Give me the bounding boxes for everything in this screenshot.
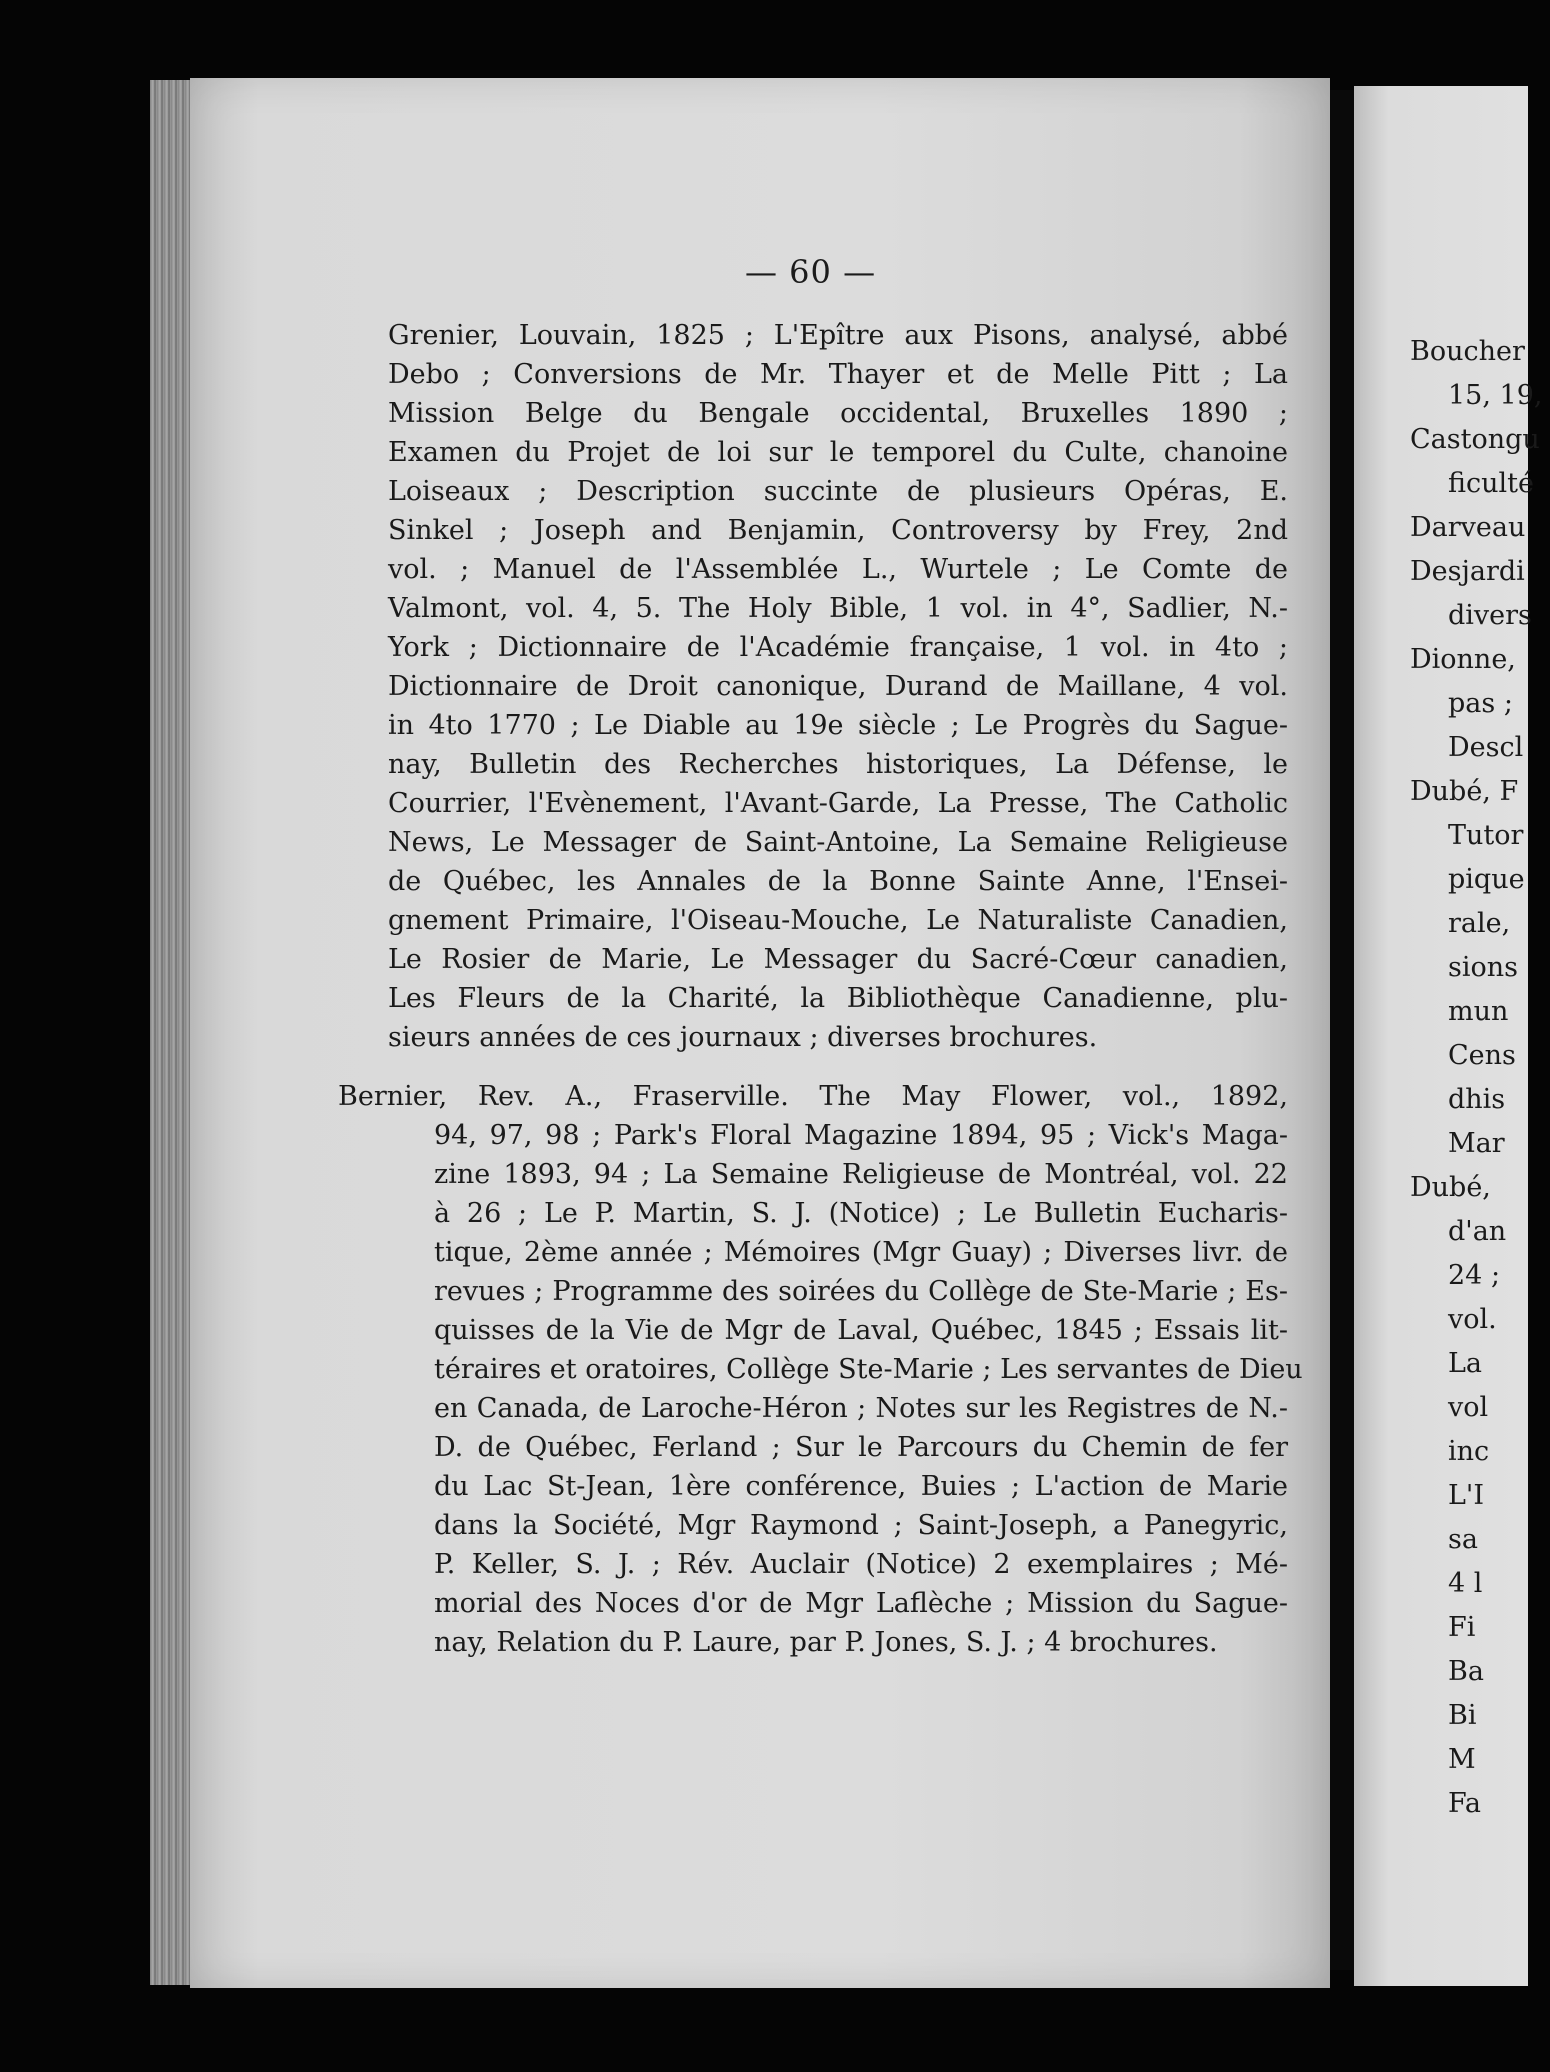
text-line: York ; Dictionnaire de l'Académie française, 1 vol. in 4to ;	[388, 632, 1288, 663]
facing-page-line: pas ;	[1448, 688, 1513, 719]
text-line: Grenier, Louvain, 1825 ; L'Epître aux Pisons, analysé, abbé	[388, 320, 1288, 351]
entry-separator	[388, 1057, 1288, 1077]
facing-page-line: Bi	[1448, 1700, 1477, 1731]
entry-bernier	[338, 1077, 1303, 1662]
text-line: à 26 ; Le P. Martin, S. J. (Notice) ; Le Bulletin Eucharis-	[434, 1198, 1288, 1229]
facing-page-line: rale,	[1448, 908, 1511, 939]
text-line: Bernier, Rev. A., Fraserville. The May Flower, vol., 1892,	[338, 1081, 1288, 1112]
facing-page-line: vol.	[1448, 1304, 1497, 1335]
text-line: revues ; Programme des soirées du Collège de Ste-Marie ; Es-	[434, 1276, 1288, 1307]
facing-page-line: Boucher	[1410, 336, 1525, 367]
facing-page-line: Mar	[1448, 1128, 1505, 1159]
facing-page-line: Fi	[1448, 1612, 1476, 1643]
text-line: en Canada, de Laroche-Héron ; Notes sur les Registres de N.-	[434, 1393, 1288, 1424]
facing-page-line: Cens	[1448, 1040, 1516, 1071]
text-line: Examen du Projet de loi sur le temporel du Culte, chanoine	[388, 437, 1288, 468]
text-line: nay, Bulletin des Recherches historiques, La Défense, le	[388, 749, 1288, 780]
facing-page-line: Dubé,	[1410, 1172, 1491, 1203]
text-line: sieurs années de ces journaux ; diverses brochures.	[388, 1022, 1098, 1053]
text-line: D. de Québec, Ferland ; Sur le Parcours du Chemin de fer	[434, 1432, 1288, 1463]
text-line: gnement Primaire, l'Oiseau-Mouche, Le Naturaliste Canadien,	[388, 905, 1288, 936]
page-number: — 60 —	[745, 253, 877, 291]
text-line: quisses de la Vie de Mgr de Laval, Québec, 1845 ; Essais lit-	[434, 1315, 1288, 1346]
facing-page-line: Descl	[1448, 732, 1524, 763]
facing-page-line: sions	[1448, 952, 1518, 983]
text-line: Sinkel ; Joseph and Benjamin, Controversy by Frey, 2nd	[388, 515, 1288, 546]
text-line: Loiseaux ; Description succinte de plusieurs Opéras, E.	[388, 476, 1288, 507]
facing-page-line: M	[1448, 1744, 1476, 1775]
facing-page-line: sa	[1448, 1524, 1478, 1555]
text-line: P. Keller, S. J. ; Rév. Auclair (Notice) 2 exemplaires ; Mé-	[434, 1549, 1288, 1580]
facing-page-line: Tutor	[1448, 820, 1524, 851]
facing-page-line: Castongu	[1410, 424, 1540, 455]
facing-page-line: L'I	[1448, 1480, 1485, 1511]
facing-page-line: Ba	[1448, 1656, 1484, 1687]
facing-page-line: inc	[1448, 1436, 1490, 1467]
facing-page-line: La	[1448, 1348, 1483, 1379]
text-line: in 4to 1770 ; Le Diable au 19e siècle ; Le Progrès du Sague-	[388, 710, 1288, 741]
text-line: Les Fleurs de la Charité, la Bibliothèque Canadienne, plu-	[388, 983, 1288, 1014]
text-line: Le Rosier de Marie, Le Messager du Sacré-Cœur canadien,	[388, 944, 1288, 975]
facing-page-line: vol	[1448, 1392, 1489, 1423]
facing-page-line: d'an	[1448, 1216, 1507, 1247]
facing-page-line: Desjardi	[1410, 556, 1525, 587]
text-line: zine 1893, 94 ; La Semaine Religieuse de Montréal, vol. 22	[434, 1159, 1288, 1190]
text-line: du Lac St-Jean, 1ère conférence, Buies ; L'action de Marie	[434, 1471, 1288, 1502]
text-line: 94, 97, 98 ; Park's Floral Magazine 1894, 95 ; Vick's Maga-	[434, 1120, 1288, 1151]
facing-page-text	[1410, 330, 1550, 1826]
text-line: Valmont, vol. 4, 5. The Holy Bible, 1 vol. in 4°, Sadlier, N.-	[388, 593, 1288, 624]
facing-page-line: 4 l	[1448, 1568, 1483, 1599]
text-line: de Québec, les Annales de la Bonne Sainte Anne, l'Ensei-	[388, 866, 1288, 897]
text-line: vol. ; Manuel de l'Assemblée L., Wurtele ; Le Comte de	[388, 554, 1288, 585]
book-gutter	[1330, 90, 1356, 1970]
text-line: dans la Société, Mgr Raymond ; Saint-Joseph, a Panegyric,	[434, 1510, 1288, 1541]
facing-page-line: Darveau	[1410, 512, 1526, 543]
facing-page-line: Dubé, F	[1410, 776, 1519, 807]
facing-page-line: dhis	[1448, 1084, 1506, 1115]
text-line: tique, 2ème année ; Mémoires (Mgr Guay) ; Diverses livr. de	[434, 1237, 1288, 1268]
left-page-text	[338, 316, 1303, 1662]
text-line: Courrier, l'Evènement, l'Avant-Garde, La Presse, The Catholic	[388, 788, 1288, 819]
entry-continuation	[388, 316, 1288, 1057]
facing-page-line: divers	[1448, 600, 1532, 631]
facing-page-line: ficulté	[1448, 468, 1534, 499]
facing-page-line: mun	[1448, 996, 1509, 1027]
text-line: Dictionnaire de Droit canonique, Durand de Maillane, 4 vol.	[388, 671, 1288, 702]
text-line: morial des Noces d'or de Mgr Laflèche ; Mission du Sague-	[434, 1588, 1288, 1619]
text-line: nay, Relation du P. Laure, par P. Jones, S. J. ; 4 brochures.	[434, 1627, 1218, 1658]
facing-page-line: pique	[1448, 864, 1525, 895]
text-line: News, Le Messager de Saint-Antoine, La Semaine Religieuse	[388, 827, 1288, 858]
facing-page-line: 24 ;	[1448, 1260, 1501, 1291]
facing-page-line: Fa	[1448, 1788, 1481, 1819]
facing-page-line: Dionne,	[1410, 644, 1516, 675]
facing-page-line: 15, 19,	[1448, 380, 1543, 411]
text-line: Debo ; Conversions de Mr. Thayer et de Melle Pitt ; La	[388, 359, 1288, 390]
text-line: Mission Belge du Bengale occidental, Bruxelles 1890 ;	[388, 398, 1288, 429]
text-line: téraires et oratoires, Collège Ste-Marie ; Les servantes de Dieu	[434, 1354, 1303, 1385]
